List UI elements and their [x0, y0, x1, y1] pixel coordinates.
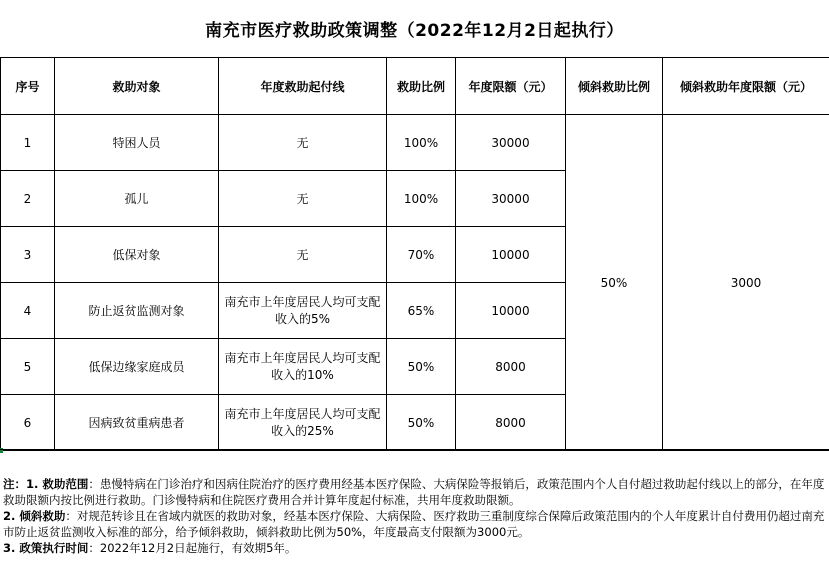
note-2-label: 2. 倾斜救助 [3, 509, 65, 523]
note-1-label: 注：1. 救助范围 [3, 477, 88, 491]
notes-section [0, 449, 829, 587]
header-threshold: 年度救助起付线 [219, 58, 387, 115]
cell-index: 4 [1, 283, 55, 339]
cell-index: 2 [1, 171, 55, 227]
note-2-text: 对规范转诊且在省域内就医的救助对象，经基本医疗保险、大病保险、医疗救助三重制度综合保障后政策范围内的个人年度累计自付费用仍超过南充市防止返贫监测收入标准的部分，给予倾斜救助，倾斜救助比例为50%，年度最高支付限额为3000元。 [3, 509, 824, 539]
cell-threshold: 无 [219, 227, 387, 283]
header-index: 序号 [1, 58, 55, 115]
cell-target: 孤儿 [55, 171, 219, 227]
cell-index: 6 [1, 395, 55, 451]
cell-threshold: 无 [219, 115, 387, 171]
cell-ratio: 50% [387, 395, 456, 451]
cell-target: 因病致贫重病患者 [55, 395, 219, 451]
cell-limit: 30000 [456, 171, 566, 227]
cell-threshold: 南充市上年度居民人均可支配收入的25% [219, 395, 387, 451]
cell-tilt-limit-merged: 3000 [663, 115, 829, 451]
cell-ratio: 100% [387, 115, 456, 171]
policy-table [0, 57, 829, 451]
cell-limit: 8000 [456, 339, 566, 395]
header-row [1, 58, 829, 115]
page-title: 南充市医疗救助政策调整（2022年12月2日起执行） [205, 16, 624, 41]
note-3 [0, 540, 829, 556]
note-2 [0, 508, 829, 540]
cell-limit: 10000 [456, 227, 566, 283]
title-row [0, 0, 829, 57]
cell-target: 特困人员 [55, 115, 219, 171]
cell-limit: 10000 [456, 283, 566, 339]
cell-threshold: 南充市上年度居民人均可支配收入的10% [219, 339, 387, 395]
table-row [1, 115, 829, 171]
note-3-sep: ： [88, 541, 100, 555]
cell-limit: 30000 [456, 115, 566, 171]
note-1 [0, 476, 829, 508]
cell-index: 1 [1, 115, 55, 171]
header-target: 救助对象 [55, 58, 219, 115]
note-3-label: 3. 政策执行时间 [3, 541, 88, 555]
cell-threshold: 无 [219, 171, 387, 227]
header-ratio: 救助比例 [387, 58, 456, 115]
header-tilt-ratio: 倾斜救助比例 [566, 58, 663, 115]
cell-threshold: 南充市上年度居民人均可支配收入的5% [219, 283, 387, 339]
cell-index: 5 [1, 339, 55, 395]
cell-index: 3 [1, 227, 55, 283]
cell-target: 低保对象 [55, 227, 219, 283]
header-tilt-limit: 倾斜救助年度限额（元） [663, 58, 829, 115]
cell-target: 防止返贫监测对象 [55, 283, 219, 339]
cell-target: 低保边缘家庭成员 [55, 339, 219, 395]
note-1-text: 患慢特病在门诊治疗和因病住院治疗的医疗费用经基本医疗保险、大病保险等报销后，政策范围内个人自付超过救助起付线以上的部分，在年度救助限额内按比例进行救助。门诊慢特病和住院医疗费用合并计算年度起付标准，共用年度救助限额。 [3, 477, 824, 507]
cell-tilt-ratio-merged: 50% [566, 115, 663, 451]
cell-ratio: 50% [387, 339, 456, 395]
note-3-text: 2022年12月2日起施行，有效期5年。 [100, 541, 297, 555]
header-annual-limit: 年度限额（元） [456, 58, 566, 115]
cell-ratio: 70% [387, 227, 456, 283]
cell-limit: 8000 [456, 395, 566, 451]
cell-ratio: 65% [387, 283, 456, 339]
note-1-sep: ： [88, 477, 100, 491]
note-2-sep: ： [65, 509, 77, 523]
cell-ratio: 100% [387, 171, 456, 227]
